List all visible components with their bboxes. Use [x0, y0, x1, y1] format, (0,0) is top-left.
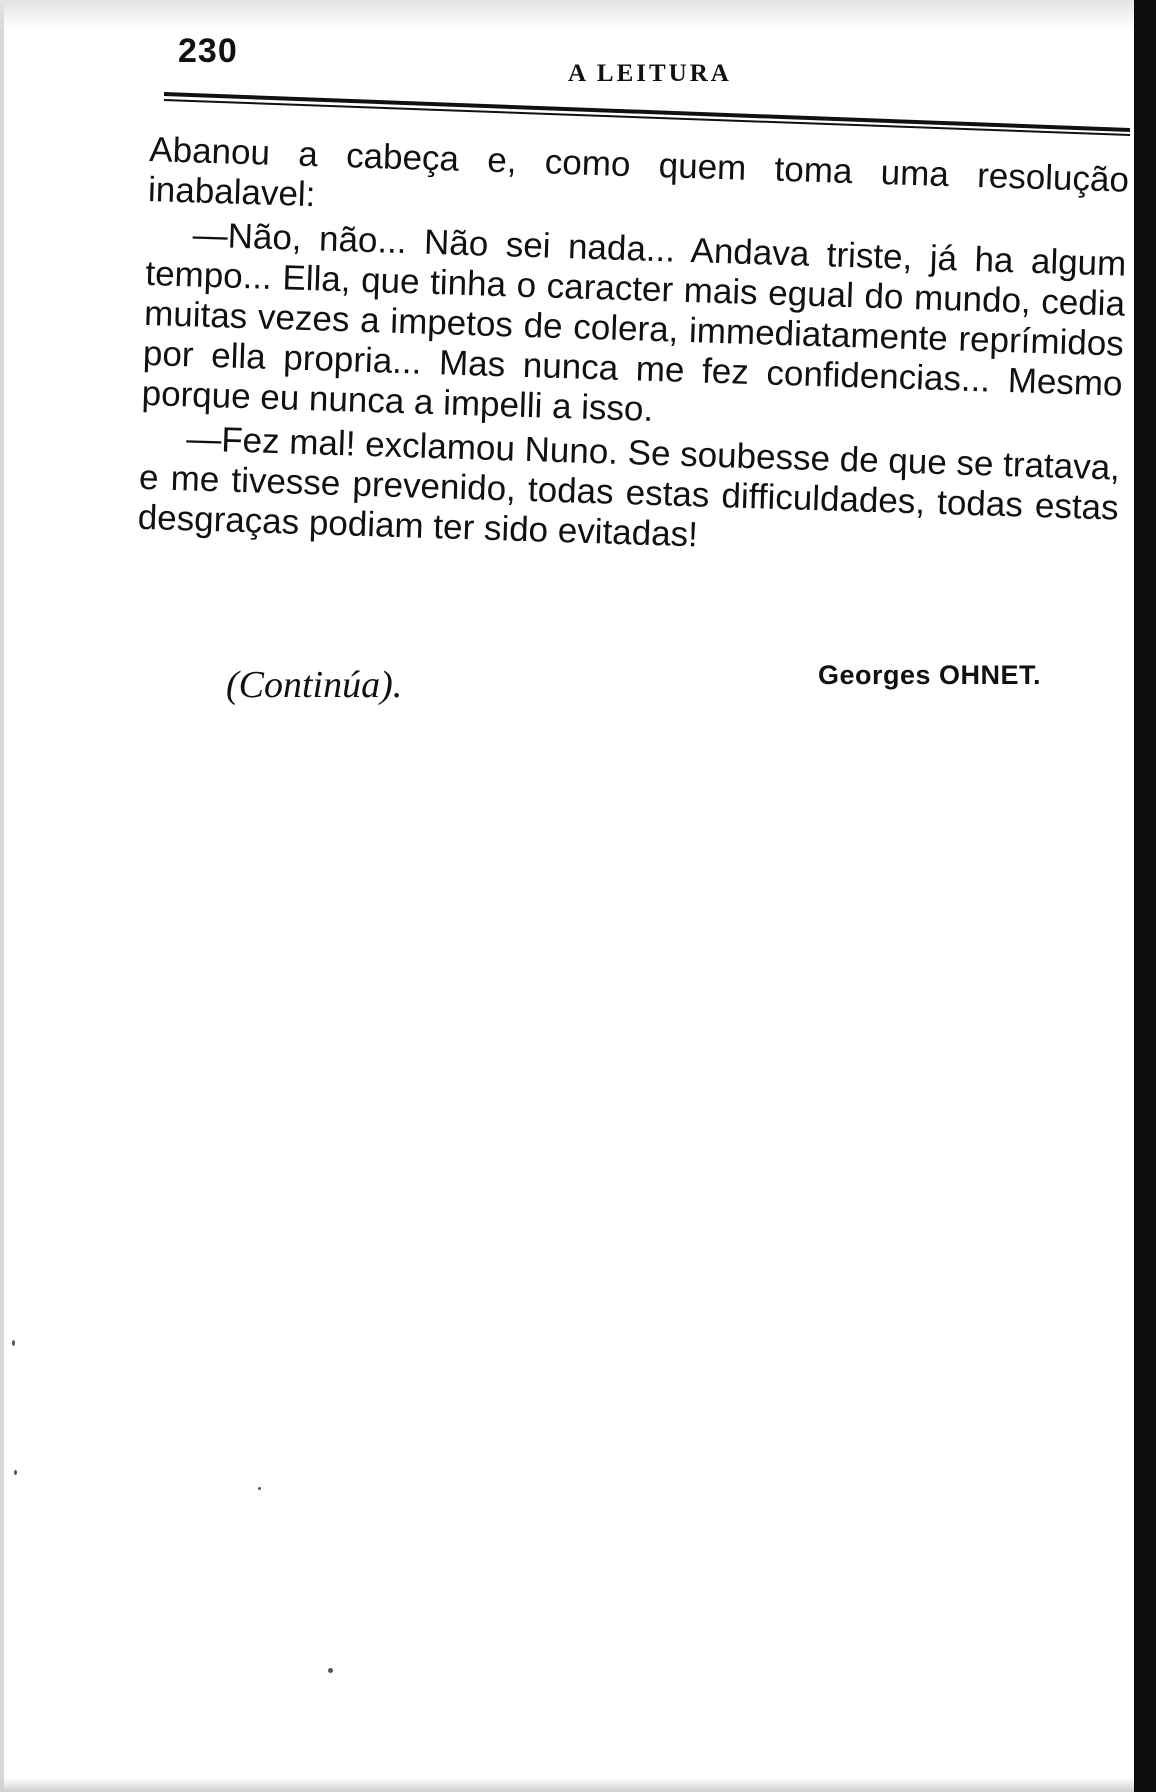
scan-shadow-bottom	[0, 1778, 1134, 1792]
dust-speck	[258, 1487, 261, 1490]
page-number: 230	[178, 32, 238, 70]
paragraph-1: Abanou a cabeça e, como quem toma uma resolução inabalavel:	[147, 130, 1130, 215]
dust-speck	[328, 1668, 333, 1673]
dust-speck	[14, 1470, 17, 1475]
article-body	[137, 130, 1129, 573]
scan-shadow-top	[0, 0, 1134, 30]
dust-speck	[12, 1340, 15, 1346]
page-right-edge	[1134, 0, 1156, 1792]
author-signature: Georges OHNET.	[818, 660, 1042, 690]
paragraph-2: —Não, não... Não sei nada... Andava triste, já ha algum tempo... Ella, que tinha o caracter mais egual do mundo, cedia muitas vezes a impetos de colera, immediatamente reprímidos por ella propria... Mas nunca me fez confidencias... Mesmo porque eu nunca a impelli a isso.	[141, 215, 1127, 429]
page-left-edge	[0, 0, 4, 1792]
paragraph-3: —Fez mal! exclamou Nuno. Se soubesse de que se tratava, e me tivesse prevenido, todas estas difficuldades, todas estas desgraças podiam ter sido evitadas!	[137, 419, 1121, 555]
running-title: A LEITURA	[568, 60, 732, 87]
header-rule	[164, 88, 1130, 140]
continua-note: (Continúa).	[226, 664, 403, 706]
